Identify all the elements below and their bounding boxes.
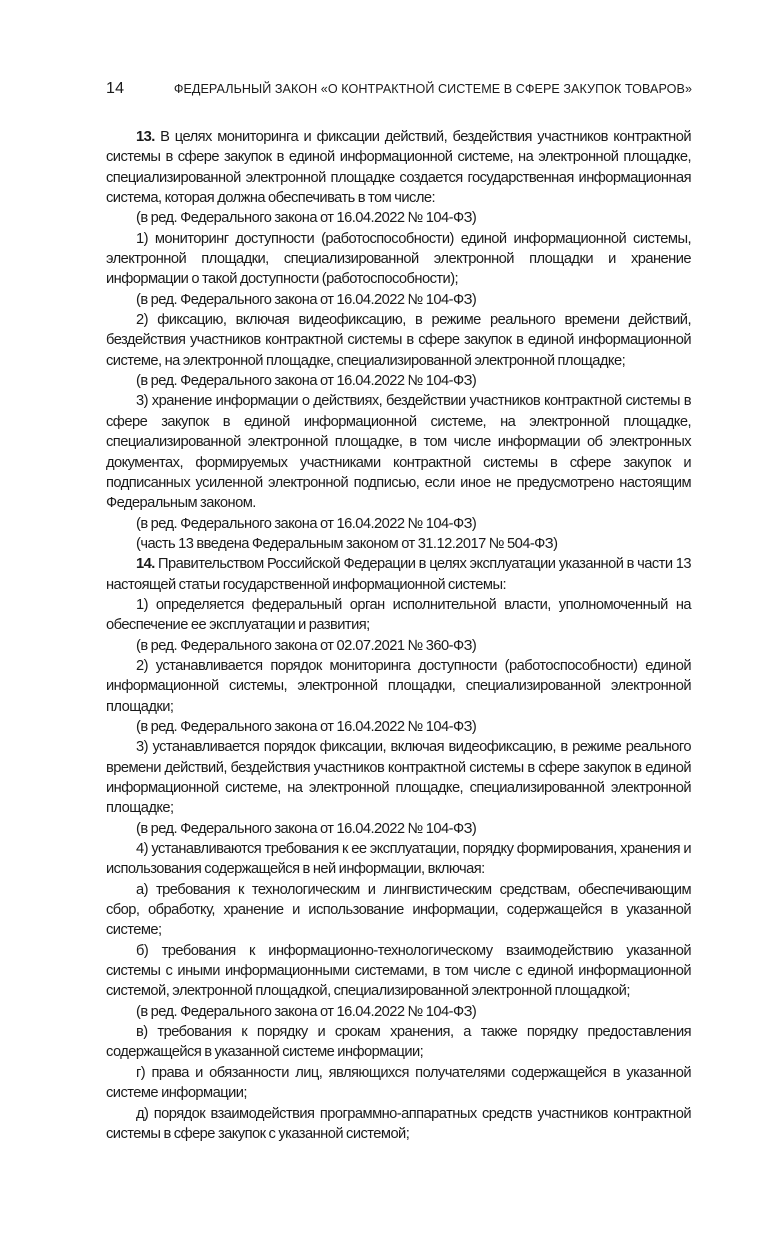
sub-list-item: д) порядок взаимодействия программно-аппаратных средств участников контрактной системы в сфере закупок с указанной системой; — [106, 1105, 691, 1142]
page-number: 14 — [106, 80, 125, 97]
paragraph — [106, 127, 691, 208]
amendment-note: (часть 13 введена Федеральным законом от 31.12.2017 № 504-ФЗ) — [136, 535, 558, 552]
paragraph-text: В целях мониторинга и фиксации действий, бездействия участников контрактной системы в сфере закупок в единой информационной системе, на электронной площадке, специализированной электронной площадке создается государственная информационная система, которая должна обеспечивать в том числе: — [106, 129, 691, 207]
list-item: 3) хранение информации о действиях, бездействии участников контрактной системы в сфере закупок в единой информационной системе, на электронной площадке, специализированной электронной площадке, в том числе информации об электронных документах, формируемых участниками контрактной системы в сфере закупок и подписанных усиленной электронной подписью, если иное не предусмотрено настоящим Федеральным законом. — [106, 393, 691, 512]
list-item: 3) устанавливается порядок фиксации, включая видеофиксацию, в режиме реального времени действий, бездействия участников контрактной системы в сфере закупок в единой информационной системе, на электронной площадке, специализированной электронной площадке; — [106, 739, 691, 817]
sub-list-item: б) требования к информационно-технологическому взаимодействию указанной системы с иными информационными системами, в том числе с единой информационной системой, электронной площадкой, специализированной электронной площадкой; — [106, 942, 691, 1000]
amendment-note: (в ред. Федерального закона от 02.07.2021 № 360-ФЗ) — [136, 637, 477, 654]
clause-number: 13. — [136, 129, 155, 145]
running-title: ФЕДЕРАЛЬНЫЙ ЗАКОН «О КОНТРАКТНОЙ СИСТЕМЕ В СФЕРЕ ЗАКУПОК ТОВАРОВ» — [173, 82, 692, 96]
amendment-note: (в ред. Федерального закона от 16.04.2022 № 104-ФЗ) — [136, 291, 477, 308]
paragraph — [106, 554, 691, 595]
page-header — [106, 80, 692, 102]
list-item: 2) фиксацию, включая видеофиксацию, в режиме реального времени действий, бездействия участников контрактной системы в сфере закупок в единой информационной системе, на электронной площадке, специализированной электронной площадке; — [106, 312, 691, 369]
sub-list-item: г) права и обязанности лиц, являющихся получателями содержащейся в указанной системе информации; — [106, 1064, 691, 1102]
list-item: 4) устанавливаются требования к ее эксплуатации, порядку формирования, хранения и использования содержащейся в ней информации, включая: — [106, 841, 691, 878]
list-item: 1) мониторинг доступности (работоспособности) единой информационной системы, электронной площадки, специализированной электронной площадки и хранение информации о такой доступности (работоспособности); — [106, 230, 691, 288]
sub-list-item: в) требования к порядку и срокам хранения, а также порядку предоставления содержащейся в указанной системе информации; — [106, 1024, 691, 1061]
document-body — [106, 127, 691, 1144]
amendment-note: (в ред. Федерального закона от 16.04.2022 № 104-ФЗ) — [136, 1003, 477, 1020]
amendment-note: (в ред. Федерального закона от 16.04.2022 № 104-ФЗ) — [136, 210, 477, 227]
list-item: 1) определяется федеральный орган исполнительной власти, уполномоченный на обеспечение ее эксплуатации и развития; — [106, 596, 691, 634]
amendment-note: (в ред. Федерального закона от 16.04.2022 № 104-ФЗ) — [136, 373, 477, 390]
amendment-note: (в ред. Федерального закона от 16.04.2022 № 104-ФЗ) — [136, 718, 477, 735]
clause-number: 14. — [136, 556, 155, 573]
amendment-note: (в ред. Федерального закона от 16.04.2022 № 104-ФЗ) — [136, 515, 477, 532]
sub-list-item: а) требования к технологическим и лингвистическим средствам, обеспечивающим сбор, обработку, хранение и использование информации, содержащейся в указанной системе; — [106, 881, 691, 939]
list-item: 2) устанавливается порядок мониторинга доступности (работоспособности) единой информационной системы, электронной площадки, специализированной электронной площадки; — [106, 657, 691, 715]
paragraph-text: Правительством Российской Федерации в целях эксплуатации указанной в части 13 настоящей статьи государственной информационной системы: — [106, 556, 691, 593]
amendment-note: (в ред. Федерального закона от 16.04.2022 № 104-ФЗ) — [136, 820, 477, 837]
